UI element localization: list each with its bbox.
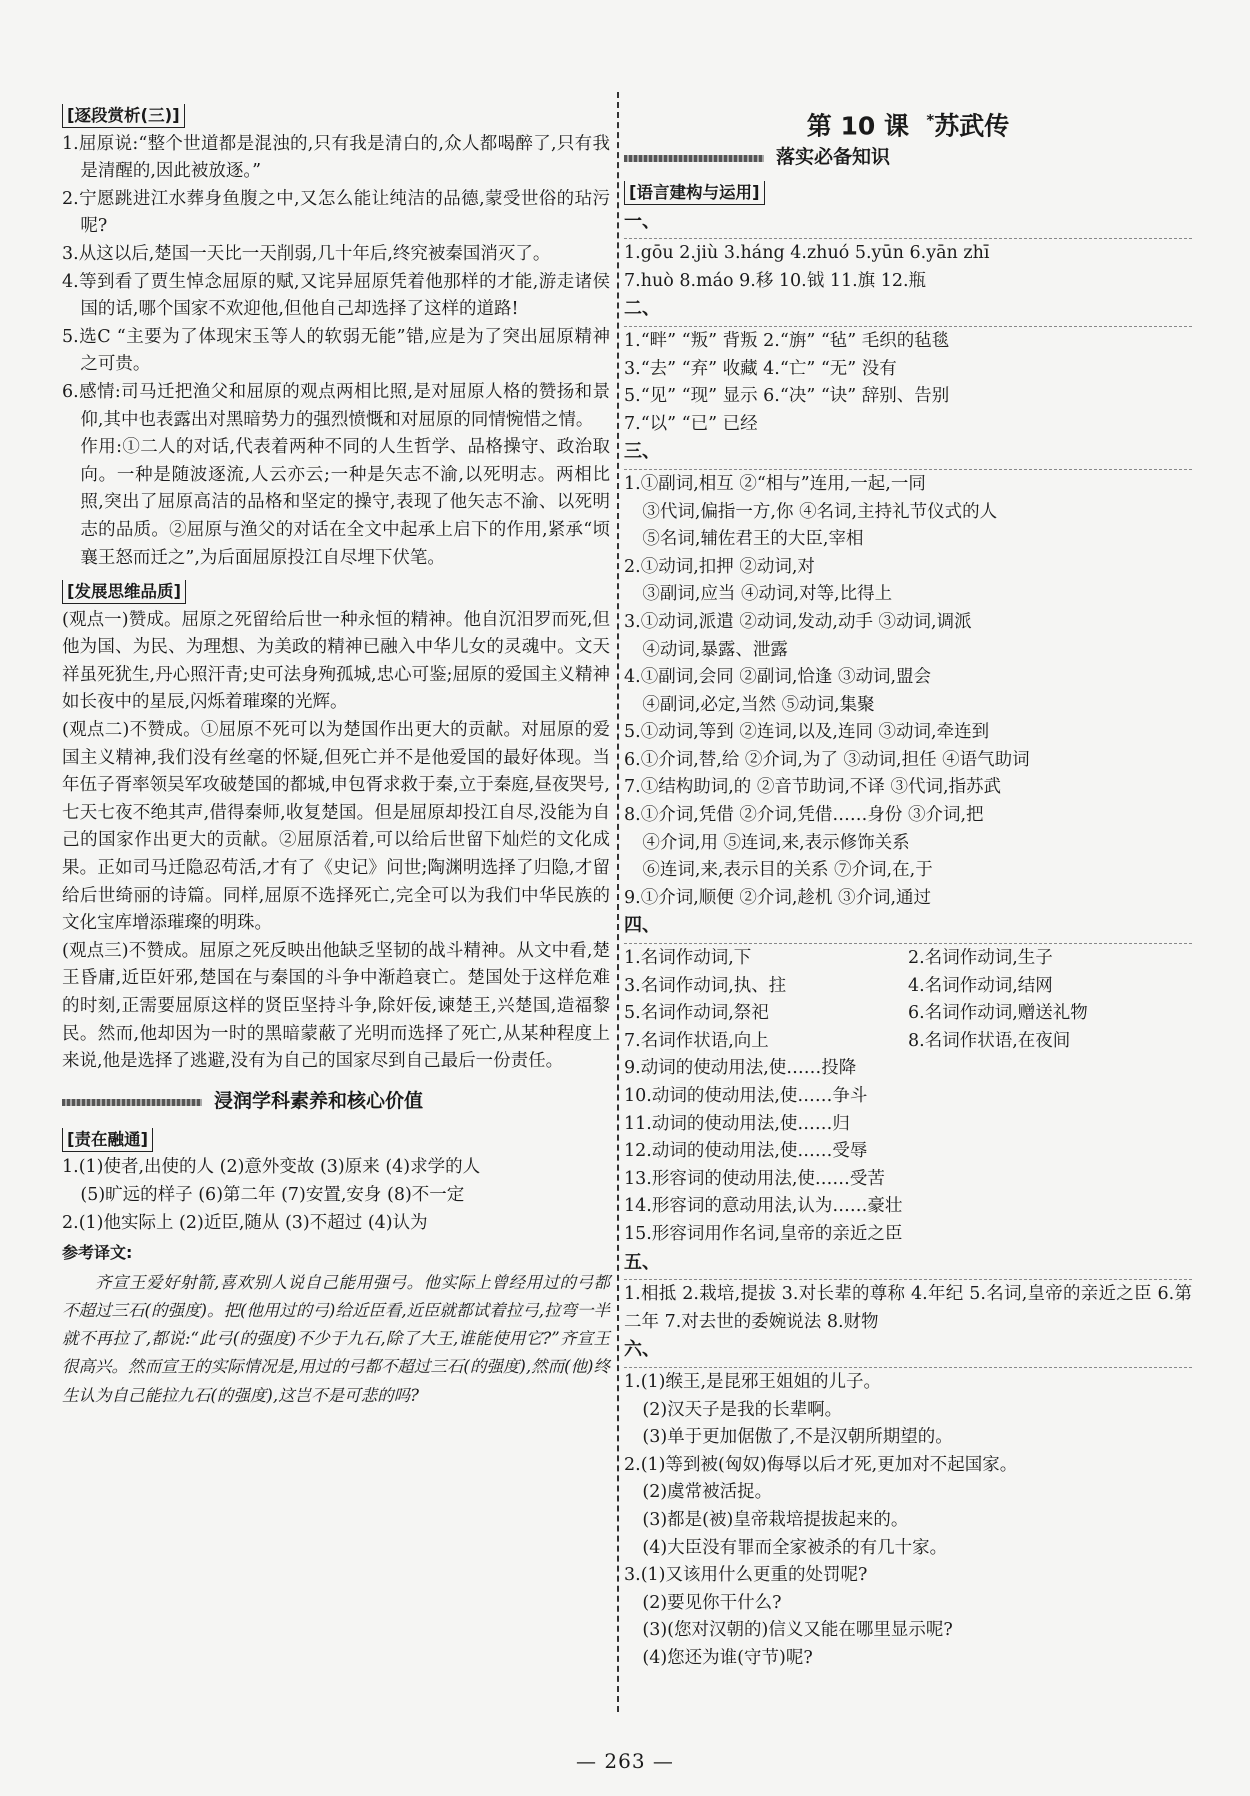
answer-line: 2.(1)等到被(匈奴)侮辱以后才死,更加对不起国家。 — [624, 1454, 1018, 1475]
usage-item: 6.名词作动词,赠送礼物 — [908, 1003, 1088, 1024]
usage-item: 9.动词的使动用法,使……投降 — [624, 1058, 857, 1079]
answer-line: ⑥连词,来,表示目的关系 ⑦介词,在,于 — [642, 860, 933, 881]
answer-line: (2)汉天子是我的长辈啊。 — [642, 1399, 843, 1420]
part-number: 二、 — [624, 298, 660, 320]
pinyin-line: 7.huò 8.máo 9.移 10.钺 11.旗 12.瓶 — [624, 270, 927, 291]
answer-item: 3.从这以后,楚国一天比一天削弱,几十年后,终究被秦国消灭了。 — [62, 243, 551, 264]
answer-line: ④动词,暴露、泄露 — [642, 639, 788, 660]
answer-line: 4.①副词,会同 ②副词,恰逢 ③动词,盟会 — [624, 667, 932, 688]
lesson-title — [624, 100, 1192, 140]
variant-char-line: 3.“去” “弃” 收藏 4.“亡” “无” 没有 — [624, 358, 897, 379]
part-number: 五、 — [624, 1251, 660, 1273]
left-column — [62, 100, 610, 1410]
answer-line: 5.①动词,等到 ②连词,以及,连同 ③动词,牵连到 — [624, 722, 990, 743]
section-head-language: [语言建构与运用] — [624, 181, 765, 205]
section-divider — [624, 943, 1192, 944]
ancient-meaning-text: 1.相抵 2.栽培,提拔 3.对长辈的尊称 4.年纪 5.名词,皇帝的亲近之臣 6.第二年 7.对去世的委婉说法 8.财物 — [624, 1284, 1192, 1332]
part-number: 三、 — [624, 441, 660, 463]
section-divider — [624, 326, 1192, 327]
right-column — [624, 100, 1192, 1672]
answer-line: (2)虞常被活捉。 — [642, 1482, 773, 1503]
integration-line: 2.(1)他实际上 (2)近臣,随从 (3)不超过 (4)认为 — [62, 1212, 428, 1233]
usage-item: 1.名词作动词,下 — [624, 948, 752, 969]
usage-item: 8.名词作状语,在夜间 — [908, 1030, 1071, 1051]
answer-line: ④副词,必定,当然 ⑤动词,集聚 — [642, 694, 875, 715]
lesson-label: 第 10 课 — [806, 111, 909, 141]
section-divider — [624, 238, 1192, 239]
banner-title: 浸润学科素养和核心价值 — [214, 1089, 424, 1112]
column-divider — [617, 92, 619, 1712]
answer-line: (2)要见你干什么? — [642, 1592, 782, 1613]
answer-line: 1.(1)缑王,是昆邪王姐姐的儿子。 — [624, 1371, 882, 1392]
translation-answer-list — [624, 1369, 1192, 1673]
section-head-thinking: [发展思维品质] — [62, 580, 186, 604]
answer-line: 7.①结构助词,的 ②音节助词,不译 ③代词,指苏武 — [624, 777, 1002, 798]
answer-item: 4.等到看了贾生悼念屈原的赋,又诧异屈原凭着他那样的才能,游走诸侯国的话,哪个国家不欢迎他,但他自己却选择了这样的道路! — [62, 271, 610, 320]
usage-item: 2.名词作动词,生子 — [908, 948, 1053, 969]
lesson-name: 苏武传 — [934, 111, 1010, 141]
answer-item: 1.屈原说:“整个世道都是混浊的,只有我是清白的,众人都喝醉了,只有我是清醒的,因此被放逐。” — [62, 133, 610, 182]
answer-line: 2.①动词,扣押 ②动词,对 — [624, 556, 815, 577]
answer-line: ⑤名词,辅佐君王的大臣,宰相 — [642, 529, 864, 550]
section-divider — [624, 469, 1192, 470]
usage-item: 3.名词作动词,执、拄 — [624, 975, 787, 996]
integration-line: (5)旷远的样子 (6)第二年 (7)安置,安身 (8)不一定 — [80, 1184, 465, 1205]
answer-line: 9.①介词,顺便 ②介词,趁机 ③介词,通过 — [624, 887, 932, 908]
answer-line: ③副词,应当 ④动词,对等,比得上 — [642, 584, 893, 605]
section-divider — [624, 1279, 1192, 1280]
usage-item: 5.名词作动词,祭祀 — [624, 1003, 769, 1024]
usage-item: 10.动词的使动用法,使……争斗 — [624, 1086, 868, 1106]
usage-item: 4.名词作动词,结网 — [908, 975, 1053, 996]
answer-item: 6.感情:司马迁把渔父和屈原的观点两相比照,是对屈原人格的赞扬和景仰,其中也表露出对黑暗势力的强烈愤慨和对屈原的同情惋惜之情。 — [62, 381, 610, 430]
answer-line: 3.(1)又该用什么更重的处罚呢? — [624, 1565, 868, 1586]
answer-line: ④介词,用 ⑤连词,来,表示修饰关系 — [642, 832, 910, 853]
variant-char-line: 5.“见” “现” 显示 6.“决” “诀” 辞别、告别 — [624, 386, 950, 407]
reference-translation-head: 参考译文: — [62, 1243, 133, 1263]
answer-item: 5.选C “主要为了体现宋玉等人的软弱无能”错,应是为了突出屈原精神之可贵。 — [62, 326, 610, 375]
viewpoint-paragraph: (观点三)不赞成。屈原之死反映出他缺乏坚韧的战斗精神。从文中看,楚王昏庸,近臣奸邪,楚国在与秦国的斗争中渐趋衰亡。楚国处于这样危难的时刻,正需要屈原这样的贤臣坚持斗争,除奸佞,谏楚王,兴楚国,造福黎民。然而,他却因为一时的黑暗蒙蔽了光明而选择了死亡,从某种程度上来说,他是选择了逃避,没有为自己的国家尽到自己最后一份责任。 — [62, 940, 610, 1072]
banner-bar — [624, 155, 764, 162]
banner-knowledge — [624, 142, 1192, 176]
answer-line: 3.①动词,派遣 ②动词,发动,动手 ③动词,调派 — [624, 611, 972, 632]
usage-item: 14.形容词的意动用法,认为……豪壮 — [624, 1196, 903, 1217]
banner-bar — [62, 1099, 202, 1106]
word-usage-grid — [624, 945, 1192, 1055]
usage-item: 13.形容词的使动用法,使……受苦 — [624, 1168, 885, 1189]
answer-function: 作用:①二人的对话,代表着两种不同的人生哲学、品格操守、政治取向。一种是随波逐流,人云亦云;一种是矢志不渝,以死明志。两相比照,突出了屈原高洁的品格和坚定的操守,表现了他矢志不渝、以死明志的品质。②屈原与渔父的对话在全文中起承上启下的作用,紧承“顷襄王怒而迁之”,为后面屈原投江自尽埋下伏笔。 — [80, 437, 610, 568]
banner-title: 落实必备知识 — [776, 146, 891, 168]
section-head-analysis: [逐段赏析(三)] — [62, 104, 185, 128]
integration-line: 1.(1)使者,出使的人 (2)意外变故 (3)原来 (4)求学的人 — [62, 1157, 481, 1178]
variant-char-line: 1.“畔” “叛” 背叛 2.“旃” “毡” 毛织的毡毯 — [624, 330, 950, 351]
answer-line: 8.①介词,凭借 ②介词,凭借……身份 ③介词,把 — [624, 805, 984, 826]
answer-line: (4)您还为谁(守节)呢? — [642, 1647, 813, 1668]
usage-item: 7.名词作状语,向上 — [624, 1030, 769, 1051]
analysis-list — [62, 131, 610, 573]
part-number: 一、 — [624, 210, 660, 232]
viewpoint-paragraph: (观点一)赞成。屈原之死留给后世一种永恒的精神。他自沉汨罗而死,但他为国、为民、为理想、为美政的精神已融入中华儿女的灵魂中。文天祥虽死犹生,丹心照汗青;史可法身殉孤城,忠心可鉴;屈原的爱国主义精神如长夜中的星辰,闪烁着璀璨的光辉。 — [62, 609, 610, 713]
banner-core-values — [62, 1086, 610, 1120]
answer-line: (3)(您对汉朝的)信义又能在哪里显示呢? — [642, 1620, 953, 1641]
reference-translation: 齐宣王爱好射箭,喜欢别人说自己能用强弓。他实际上曾经用过的弓都不超过三石(的强度)。把(他用过的弓)给近臣看,近臣就都试着拉弓,拉弯一半就不再拉了,都说:“此弓(的强度)不少于九石,除了大王,谁能使用它?”齐宣王很高兴。然而宣王的实际情况是,用过的弓都不超过三石(的强度),然而(他)终生认为自己能拉九石(的强度),这岂不是可悲的吗? — [62, 1272, 610, 1405]
answer-line: (3)单于更加倨傲了,不是汉朝所期望的。 — [642, 1427, 953, 1448]
pinyin-line: 1.gōu 2.jiù 3.háng 4.zhuó 5.yūn 6.yān zhī — [624, 243, 990, 264]
answer-line: 1.①副词,相互 ②“相与”连用,一起,一同 — [624, 473, 926, 494]
answer-line: (4)大臣没有罪而全家被杀的有几十家。 — [642, 1537, 948, 1558]
usage-item: 12.动词的使动用法,使……受辱 — [624, 1141, 868, 1162]
section-head-integration: [责在融通] — [62, 1128, 153, 1152]
lesson-mark: * — [926, 111, 935, 129]
answer-line: (3)都是(被)皇帝栽培提拔起来的。 — [642, 1509, 909, 1530]
usage-item: 15.形容词用作名词,皇帝的亲近之臣 — [624, 1223, 903, 1244]
usage-item: 11.动词的使动用法,使……归 — [624, 1113, 850, 1134]
part-number: 四、 — [624, 915, 660, 937]
answer-item: 2.宁愿跳进江水葬身鱼腹之中,又怎么能让纯洁的品德,蒙受世俗的玷污呢? — [62, 188, 610, 237]
part-number: 六、 — [624, 1339, 660, 1361]
page-number: — 263 — — [576, 1749, 674, 1773]
variant-char-line: 7.“以” “已” 已经 — [624, 413, 758, 434]
viewpoint-paragraph: (观点二)不赞成。①屈原不死可以为楚国作出更大的贡献。对屈原的爱国主义精神,我们没有丝毫的怀疑,但死亡并不是他爱国的最好体现。当年伍子胥率领吴军攻破楚国的都城,申包胥求救于秦,立于秦庭,昼夜哭号,七天七夜不绝其声,借得秦师,收复楚国。但是屈原却投江自尽,没能为自己的国家作出更大的贡献。②屈原活着,可以给后世留下灿烂的文化成果。正如司马迁隐忍苟活,才有了《史记》问世;陶渊明选择了归隐,才留给后世绮丽的诗篇。同样,屈原不选择死亡,完全可以为我们中华民族的文化宝库增添璀璨的明珠。 — [62, 720, 610, 934]
answer-line: 6.①介词,替,给 ②介词,为了 ③动词,担任 ④语气助词 — [624, 749, 1030, 770]
answer-line: ③代词,偏指一方,你 ④名词,主持礼节仪式的人 — [642, 501, 998, 522]
section-divider — [624, 1367, 1192, 1368]
function-word-list — [624, 471, 1192, 913]
